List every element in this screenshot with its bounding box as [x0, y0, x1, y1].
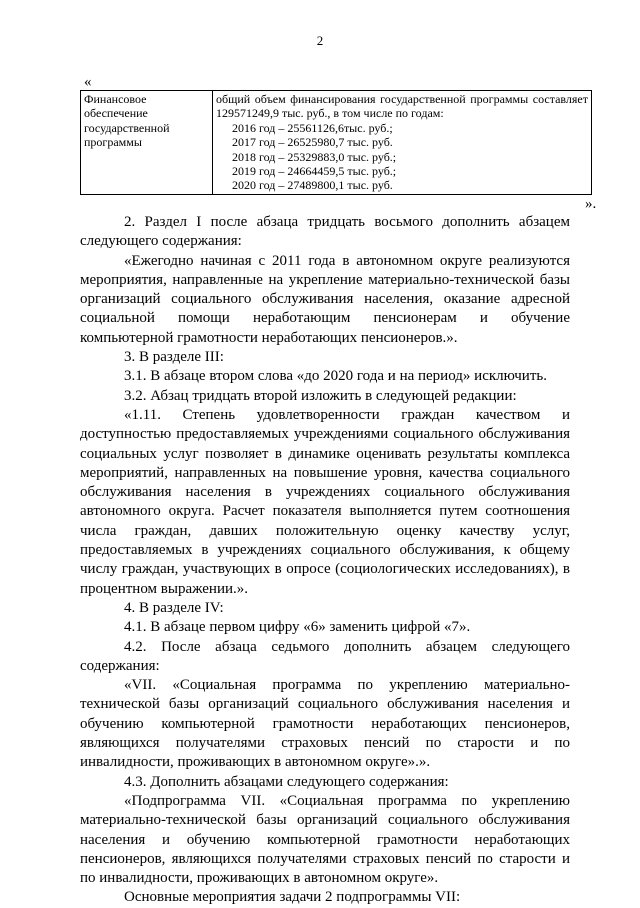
label-line: Финансовое — [84, 92, 147, 106]
table-value-cell — [213, 91, 592, 195]
opening-quote: « — [84, 74, 92, 90]
financing-intro: общий объем финансирования государственной программы составляет 129571249,9 тыс. руб., в том числе по годам: — [216, 92, 588, 121]
paragraph: 4.1. В абзаце первом цифру «6» заменить цифрой «7». — [124, 619, 471, 636]
year-line: 2020 год – 27489800,1 тыс. руб. — [232, 178, 393, 193]
paragraph: 3. В разделе III: — [124, 349, 224, 366]
label-line: обеспечение — [84, 106, 148, 121]
page-number: 2 — [316, 33, 324, 48]
paragraph: 4.3. Дополнить абзацами следующего содержания: — [124, 773, 449, 790]
year-line: 2019 год – 24664459,5 тыс. руб.; — [232, 164, 397, 179]
year-line: 2018 год – 25329883,0 тыс. руб.; — [232, 149, 397, 164]
paragraph: 2. Раздел I после абзаца тридцать восьмого дополнить абзацем следующего содержания: — [80, 214, 570, 250]
closing-quote: ». — [585, 196, 597, 212]
paragraph: «Ежегодно начиная с 2011 года в автономном округе реализуются мероприятия, направленные на укрепление материально-технической базы организаций социального обслуживания населения, оказание адресной социальной помощи неработающим пенсионерам и обучение компьютерной грамотности неработающих пенсионеров.». — [80, 252, 570, 346]
financing-table — [80, 90, 592, 195]
paragraph: «1.11. Степень удовлетворенности граждан качеством и доступностью предоставляемых учреждениями социального обслуживания социальных услуг позволяет в динамике оценивать результаты комплекса мероприятий, направленных на повышение уровня, качества социального обслуживания населения в учреждениях социального обслуживания автономного округа. Расчет показателя выполняется путем соотношения числа граждан, давших положительную оценку качеству услуг, предоставляемых в учреждениях социального обслуживания, к общему числу граждан, участвующих в опросе (социологических исследованиях), в процентном выражении.». — [80, 406, 570, 597]
paragraph: «Подпрограмма VII. «Социальная программа по укреплению материально-технической базы организаций социального обслуживания населения и обучению компьютерной грамотности неработающих пенсионеров, являющихся получателями страховых пенсий по старости и по инвалидности, проживающих в автономном округе». — [80, 792, 570, 887]
label-line: государственной — [84, 120, 170, 135]
paragraph: «VII. «Социальная программа по укреплению материально-технической базы организаций социального обслуживания населения и обучению компьютерной грамотности неработающих пенсионеров, являющихся получателями страховых пенсий по старости и по инвалидности, проживающих в автономном округе».». — [80, 677, 570, 771]
table-row — [81, 91, 592, 195]
document-body — [80, 213, 570, 908]
paragraph: Основные мероприятия задачи 2 подпрограммы VII: — [124, 889, 461, 906]
year-line: 2017 год – 26525980,7 тыс. руб. — [232, 135, 393, 150]
paragraph: 4.2. После абзаца седьмого дополнить абзацем следующего содержания: — [80, 638, 570, 674]
paragraph: 3.2. Абзац тридцать второй изложить в следующей редакции: — [124, 387, 517, 404]
paragraph: 4. В разделе IV: — [124, 599, 224, 616]
table-label-cell — [81, 91, 213, 195]
label-line: программы — [84, 135, 142, 150]
year-line: 2016 год – 25561126,6тыс. руб.; — [232, 120, 393, 135]
paragraph: 3.1. В абзаце втором слова «до 2020 года и на период» исключить. — [124, 368, 547, 385]
